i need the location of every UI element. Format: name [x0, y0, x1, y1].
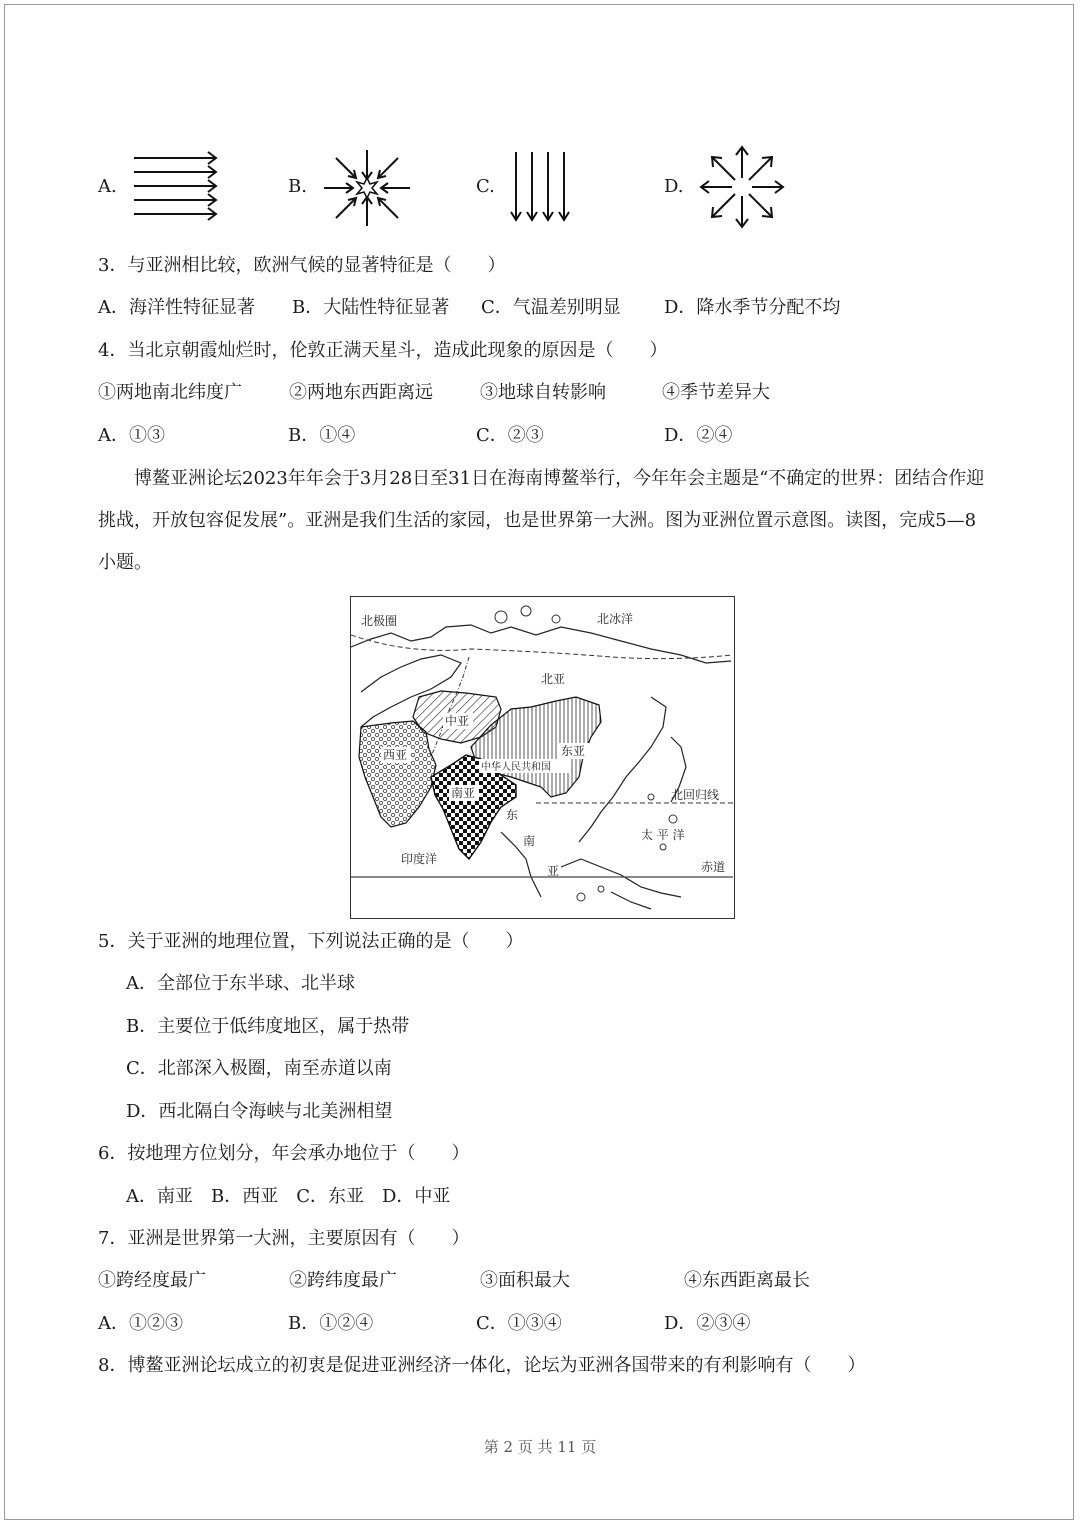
q5-stem: 5．关于亚洲的地理位置，下列说法正确的是（ ） — [98, 931, 524, 952]
label-southeast-ya: 亚 — [547, 864, 560, 878]
q3-option-b: B．大陆性特征显著 — [292, 297, 450, 318]
label-southeast-dong: 东 — [506, 808, 519, 822]
label-arctic-ocean: 北冰洋 — [597, 612, 634, 626]
q2-option-b-label: B. — [288, 176, 307, 197]
q7-statement-3: ③面积最大 — [480, 1270, 570, 1291]
label-north-asia: 北亚 — [541, 672, 566, 686]
q2-option-d-label: D. — [664, 176, 684, 197]
q3-option-c: C．气温差别明显 — [481, 297, 621, 318]
q4-option-c: C．②③ — [476, 425, 544, 446]
q4-statement-1: ①两地南北纬度广 — [98, 382, 242, 403]
q4-option-a: A．①③ — [98, 425, 165, 446]
label-southeast-nan: 南 — [523, 834, 536, 848]
label-west-asia: 西亚 — [383, 748, 408, 762]
label-central-asia: 中亚 — [445, 714, 470, 728]
q7-statement-1: ①跨经度最广 — [98, 1270, 206, 1291]
label-east-asia: 东亚 — [561, 744, 586, 758]
q5-option-b: B．主要位于低纬度地区，属于热带 — [126, 1016, 410, 1037]
q4-statement-2: ②两地东西距离远 — [289, 382, 433, 403]
label-china: 中华人民共和国 — [481, 762, 551, 773]
label-tropic-of-cancer: 北回归线 — [671, 788, 720, 802]
q3-option-d: D．降水季节分配不均 — [664, 297, 841, 318]
label-south-asia: 南亚 — [451, 786, 476, 800]
page-footer: 第 2 页 共 11 页 — [483, 1438, 597, 1456]
q6-stem: 6．按地理方位划分，年会承办地位于（ ） — [98, 1143, 470, 1164]
q2-option-c-label: C. — [476, 176, 495, 197]
parallel-right-arrows-icon — [128, 148, 224, 224]
q7-statement-2: ②跨纬度最广 — [289, 1270, 397, 1291]
q2-option-a-label: A. — [98, 176, 117, 197]
q5-option-d: D．西北隔白令海峡与北美洲相望 — [126, 1101, 393, 1122]
q4-statement-4: ④季节差异大 — [662, 382, 770, 403]
q7-statement-4: ④东西距离最长 — [684, 1270, 810, 1291]
q6-options: A．南亚 B．西亚 C．东亚 D．中亚 — [126, 1186, 451, 1207]
q3-stem: 3．与亚洲相比较，欧洲气候的显著特征是（ ） — [98, 255, 506, 276]
q4-stem: 4．当北京朝霞灿烂时，伦敦正满天星斗，造成此现象的原因是（ ） — [98, 340, 668, 361]
diverging-arrows-icon — [698, 144, 786, 230]
label-arctic-circle: 北极圈 — [361, 614, 398, 628]
q3-option-a: A．海洋性特征显著 — [98, 297, 255, 318]
q4-statement-3: ③地球自转影响 — [480, 382, 606, 403]
q5-option-a: A．全部位于东半球、北半球 — [126, 973, 355, 994]
q7-option-a: A．①②③ — [98, 1313, 183, 1334]
label-pacific-ocean: 太 平 洋 — [641, 828, 685, 842]
q7-stem: 7．亚洲是世界第一大洲，主要原因有（ ） — [98, 1228, 470, 1249]
q7-option-b: B．①②④ — [288, 1313, 374, 1334]
q7-option-c: C．①③④ — [476, 1313, 562, 1334]
q4-option-b: B．①④ — [288, 425, 356, 446]
parallel-down-arrows-icon — [508, 148, 578, 226]
label-equator: 赤道 — [701, 860, 726, 874]
asia-location-map — [350, 596, 735, 919]
q7-option-d: D．②③④ — [664, 1313, 751, 1334]
label-indian-ocean: 印度洋 — [401, 852, 438, 866]
q5-option-c: C．北部深入极圈，南至赤道以南 — [126, 1058, 392, 1079]
reading-passage: 博鳌亚洲论坛2023年年会于3月28日至31日在海南博鳌举行，今年年会主题是“不确定的世界：团结合作迎挑战，开放包容促发展”。亚洲是我们生活的家园，也是世界第一大洲。图为亚洲位置示意图。读图，完成5—8小题。 — [98, 468, 985, 573]
converging-arrows-icon — [322, 148, 412, 228]
q8-stem: 8．博鳌亚洲论坛成立的初衷是促进亚洲经济一体化，论坛为亚洲各国带来的有利影响有（ ） — [98, 1355, 866, 1376]
q4-option-d: D．②④ — [664, 425, 733, 446]
